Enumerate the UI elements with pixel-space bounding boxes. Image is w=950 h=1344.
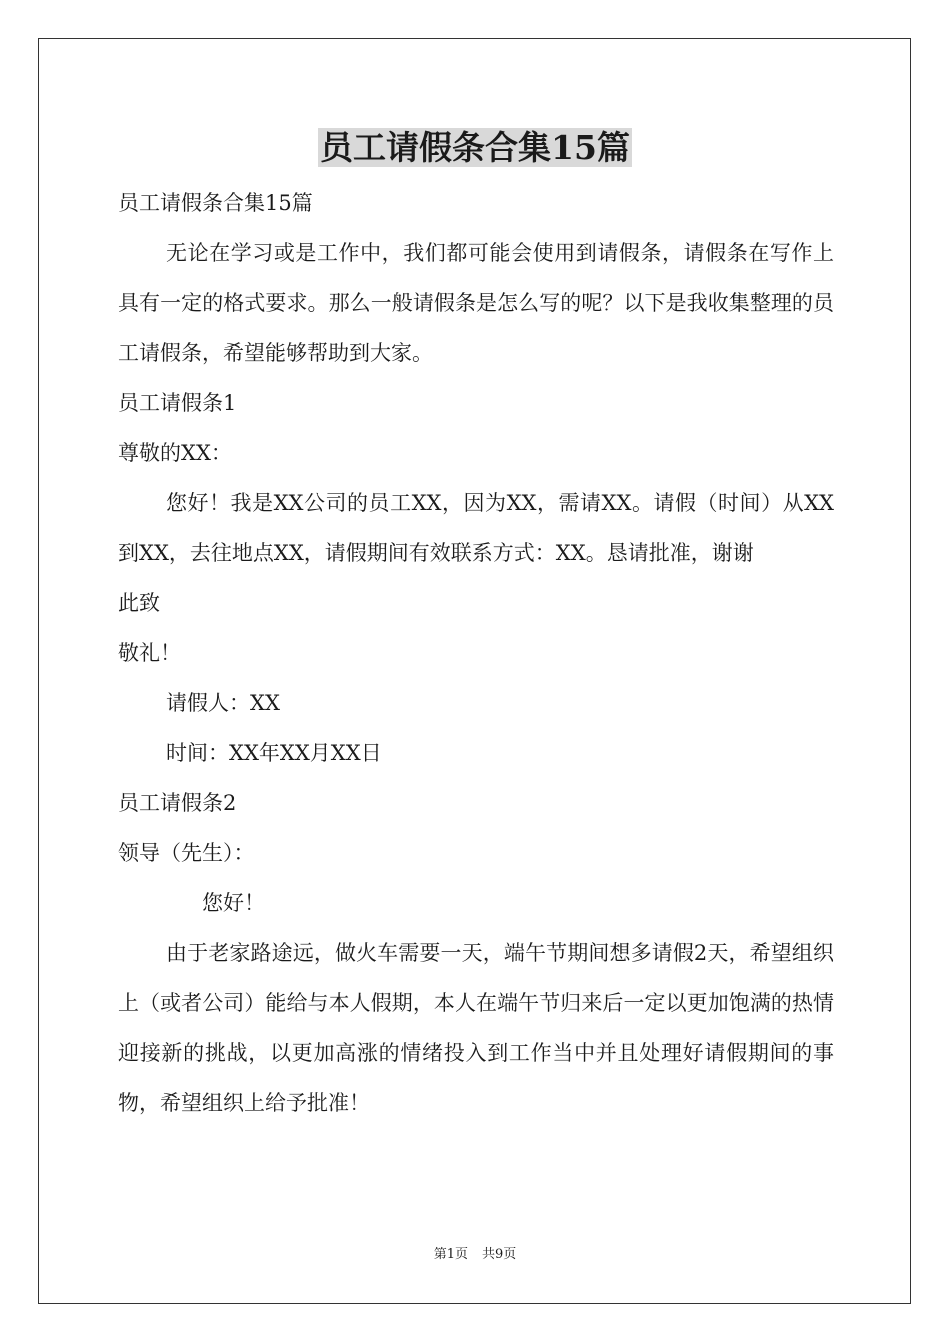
body-paragraph: 尊敬的XX： xyxy=(118,441,232,465)
page-footer xyxy=(0,1246,950,1264)
body-paragraph: 时间：XX年XX月XX日 xyxy=(166,741,382,765)
page-number: 第1页 xyxy=(433,1247,468,1262)
page-total: 共9页 xyxy=(482,1247,517,1262)
body-paragraph: 您好！ xyxy=(202,891,265,915)
body-paragraph: 领导（先生）： xyxy=(118,841,255,865)
body-paragraph: 由于老家路途远，做火车需要一天，端午节期间想多请假2天，希望组织上（或者公司）能给与本人假期，本人在端午节归来后一定以更加饱满的热情迎接新的挑战，以更加高涨的情绪投入到工作当中并且处理好请假期间的事物，希望组织上给予批准！ xyxy=(118,941,834,1115)
body-paragraph: 员工请假条2 xyxy=(118,791,237,815)
body-paragraph: 敬礼！ xyxy=(118,641,181,665)
body-paragraph: 您好！我是XX公司的员工XX，因为XX，需请XX。请假（时间）从XX到XX，去往地点XX，请假期间有效联系方式：XX。恳请批准，谢谢 xyxy=(118,491,834,565)
body-paragraph: 员工请假条1 xyxy=(118,391,237,415)
document-body xyxy=(118,178,834,1128)
body-paragraph: 此致 xyxy=(118,591,160,615)
document-title: 员工请假条合集15篇 xyxy=(320,128,630,167)
body-paragraph: 员工请假条合集15篇 xyxy=(118,191,313,215)
body-paragraph: 无论在学习或是工作中，我们都可能会使用到请假条，请假条在写作上具有一定的格式要求。那么一般请假条是怎么写的呢？以下是我收集整理的员工请假条，希望能够帮助到大家。 xyxy=(118,241,834,365)
body-paragraph: 请假人：XX xyxy=(166,691,280,715)
